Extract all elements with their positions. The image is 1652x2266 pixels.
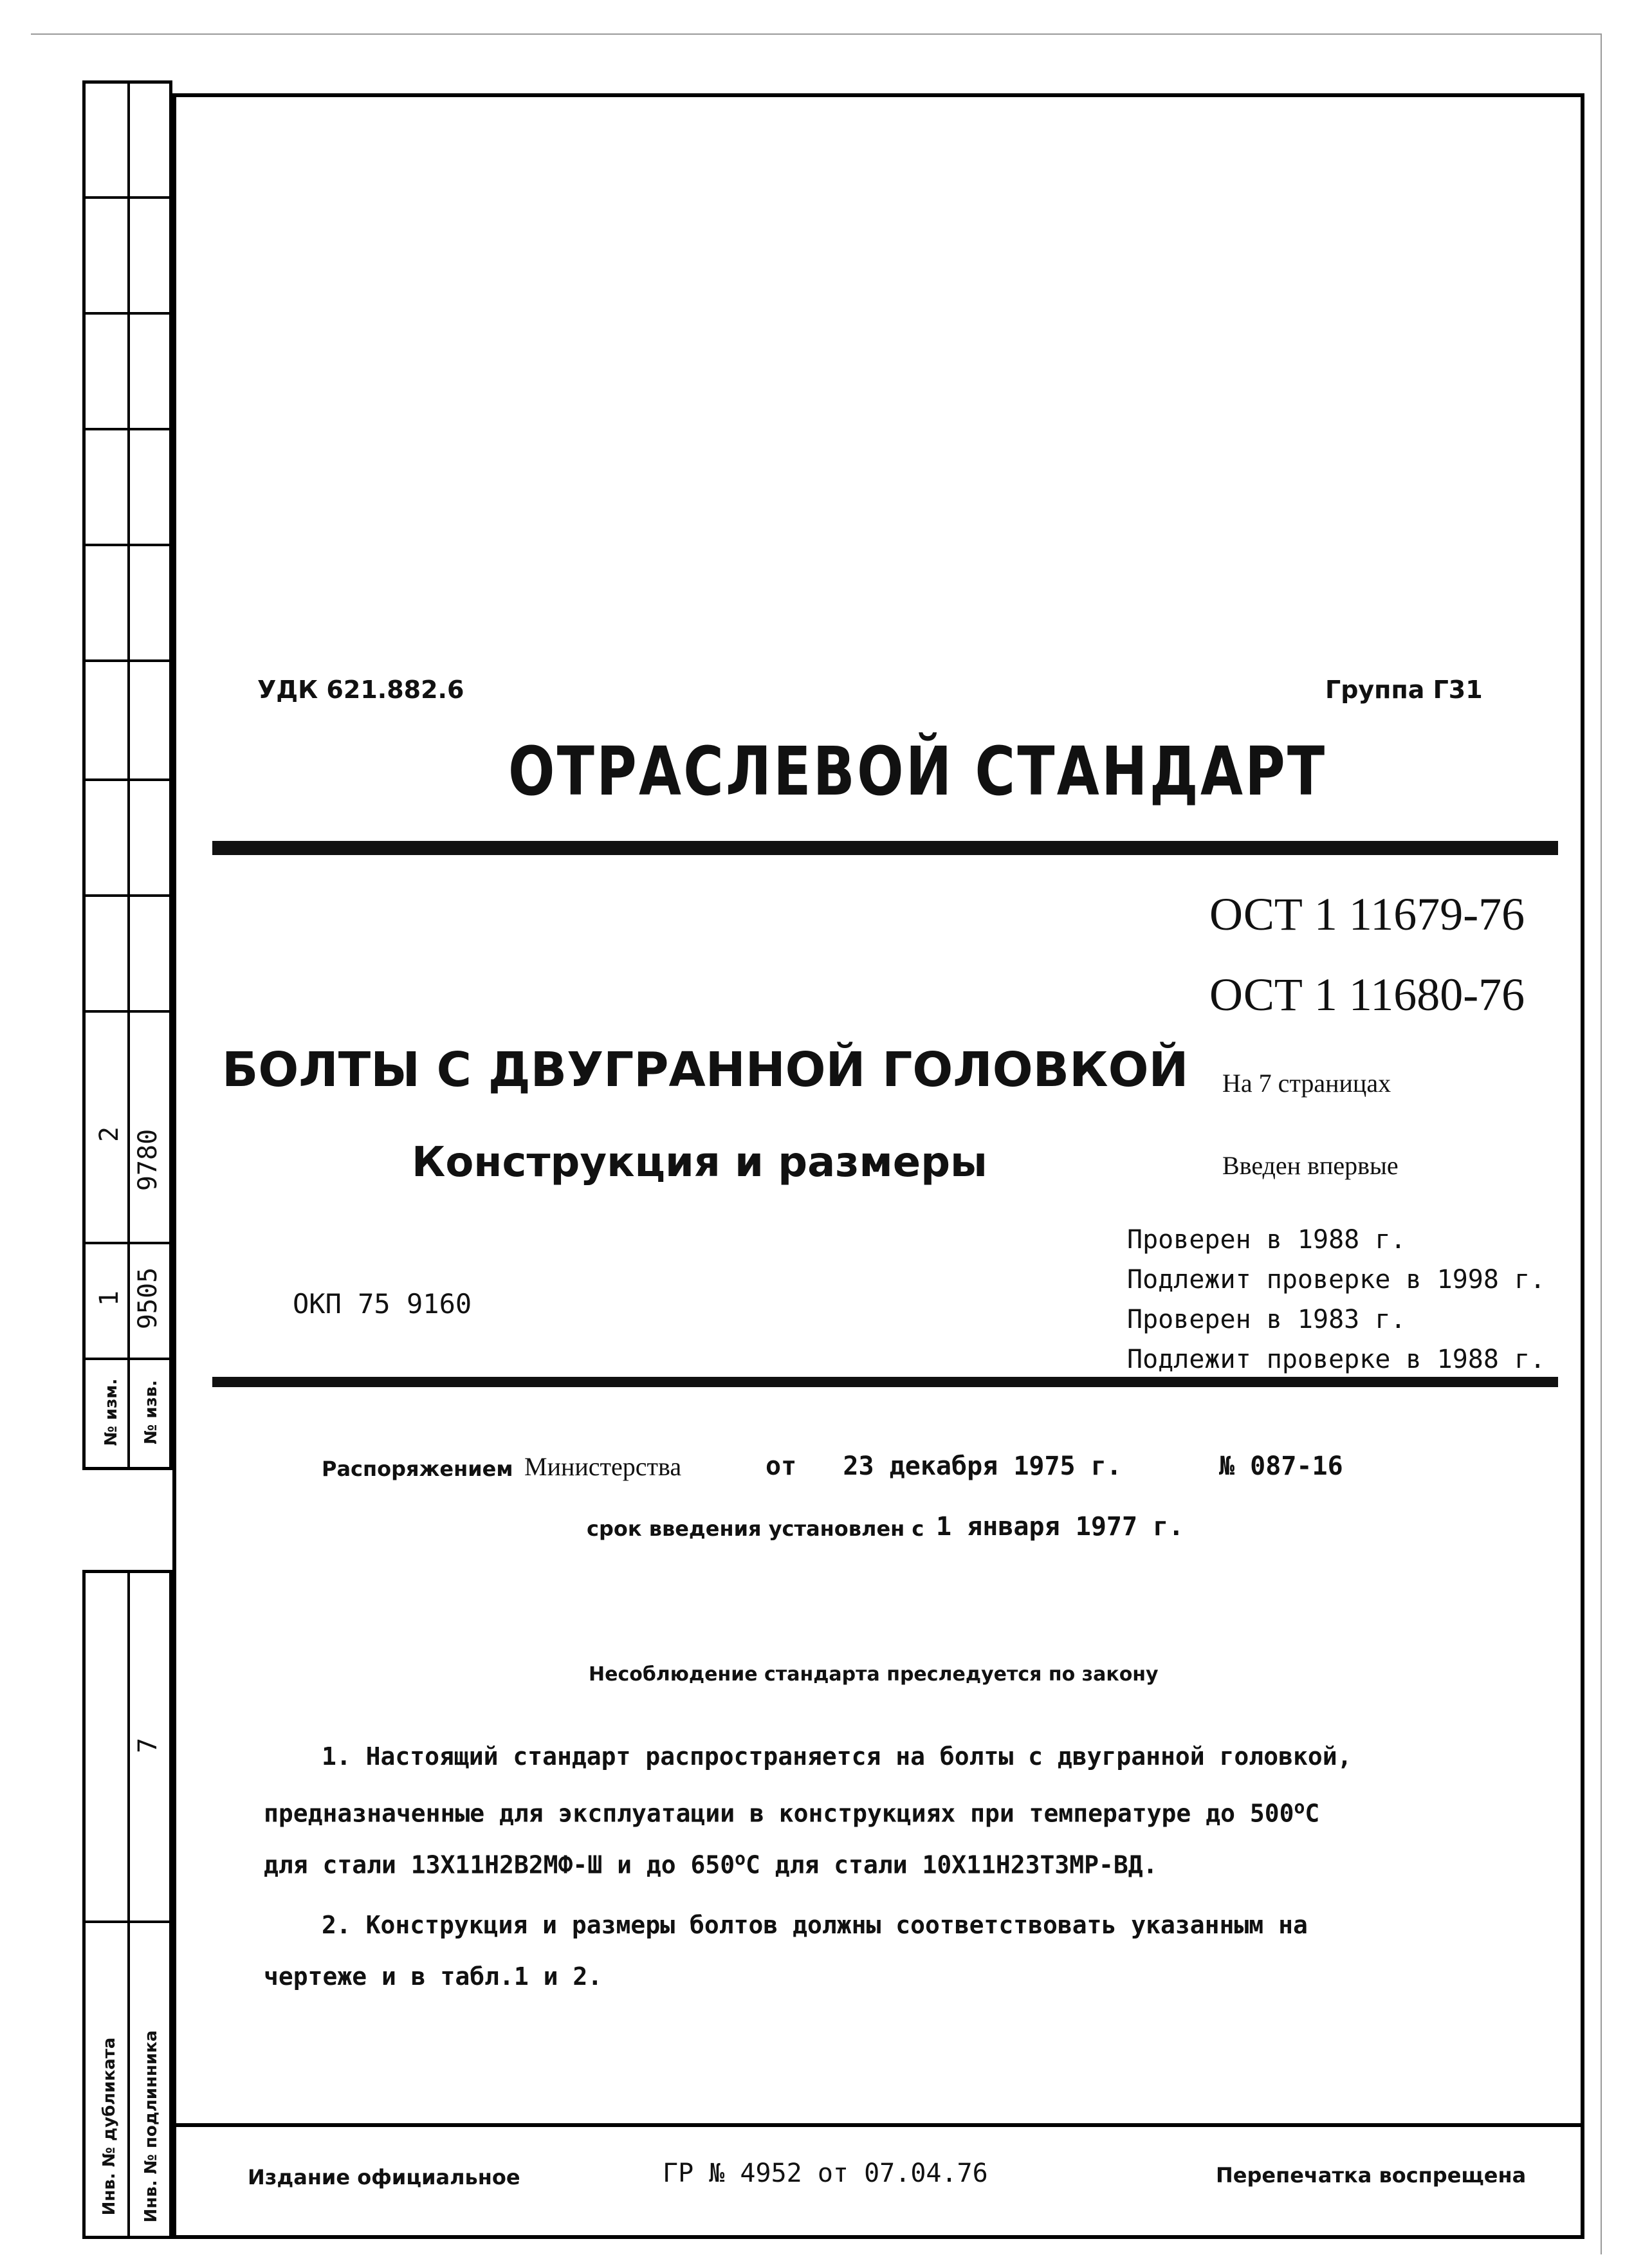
strip-line <box>82 778 172 781</box>
strip-line <box>82 659 172 662</box>
group-code: Группа Г31 <box>1325 676 1483 704</box>
order-date: от 23 декабря 1975 г. <box>766 1451 1122 1481</box>
check-note: Проверен в 1988 г. <box>1127 1225 1406 1255</box>
pages-count: На 7 страницах <box>1222 1069 1391 1098</box>
standard-number-1: ОСТ 1 11679-76 <box>1209 889 1525 940</box>
strip-line <box>82 1358 172 1360</box>
paragraph-1-line-2 <box>264 1796 1319 1828</box>
standard-number-2: ОСТ 1 11680-76 <box>1209 969 1525 1020</box>
strip-line <box>82 894 172 897</box>
inventory-strip-divider <box>127 1570 130 2239</box>
degree-sign: o <box>1294 1796 1305 1818</box>
strip-line <box>82 544 172 546</box>
check-note: Подлежит проверке в 1998 г. <box>1127 1265 1546 1294</box>
strip-line <box>82 1010 172 1013</box>
strip-line <box>82 196 172 199</box>
strip-line <box>82 312 172 315</box>
revision-strip-divider <box>127 80 130 1470</box>
document-name: БОЛТЫ С ДВУГРАННОЙ ГОЛОВКОЙ <box>222 1042 1189 1098</box>
strip-line <box>82 1921 172 1923</box>
change-no-1: 1 <box>95 1290 124 1307</box>
document-subtitle: Конструкция и размеры <box>412 1139 987 1186</box>
change-no-label: № изм. <box>102 1378 121 1446</box>
registration-number: ГР № 4952 от 07.04.76 <box>663 2159 988 2188</box>
top-heavy-rule <box>212 841 1558 855</box>
notice-no-2: 9780 <box>133 1128 163 1192</box>
p1-l3-text: для стали 13Х11Н2В2МФ-Ш и до 650 <box>264 1850 735 1879</box>
notice-no-1: 9505 <box>133 1267 163 1330</box>
term-label: срок введения установлен с <box>587 1516 924 1541</box>
inv-orig-label: Инв. № подлинника <box>142 2030 161 2223</box>
strip-line <box>82 428 172 430</box>
okp-code: ОКП 75 9160 <box>293 1288 472 1320</box>
introduced-note: Введен впервые <box>1222 1151 1399 1180</box>
p1-l2-text: предназначенные для эксплуатации в конструкциях при температуре до 500 <box>264 1799 1294 1828</box>
change-no-2: 2 <box>95 1126 124 1143</box>
footer-divider <box>172 2123 1584 2127</box>
page-title: ОТРАСЛЕВОЙ СТАНДАРТ <box>508 732 1327 811</box>
check-notes <box>1127 1220 1545 1379</box>
order-ministry: Министерства <box>524 1452 682 1481</box>
edition-note: Издание официальное <box>248 2165 520 2189</box>
inv-dup-label: Инв. № дубликата <box>100 2037 119 2216</box>
strip-line <box>82 1242 172 1244</box>
udk-code: УДК 621.882.6 <box>257 676 464 704</box>
p1-l3-tail: С для стали 10Х11Н23Т3МР-ВД. <box>745 1850 1158 1879</box>
order-label: Распоряжением <box>322 1457 513 1481</box>
warning-text: Несоблюдение стандарта преследуется по закону <box>589 1663 1159 1686</box>
term-date: 1 января 1977 г. <box>936 1512 1184 1542</box>
bottom-heavy-rule <box>212 1377 1558 1387</box>
paragraph-2-line-2: чертеже и в табл.1 и 2. <box>264 1962 603 1991</box>
dup-value: 7 <box>133 1737 163 1754</box>
degree-sign: o <box>735 1848 746 1869</box>
paragraph-1-line-1: 1. Настоящий стандарт распространяется на болты с двугранной головкой, <box>322 1742 1352 1771</box>
p1-l2-unit: C <box>1305 1799 1320 1828</box>
check-note: Проверен в 1983 г. <box>1127 1305 1406 1334</box>
check-note: Подлежит проверке в 1988 г. <box>1127 1345 1546 1374</box>
paragraph-2-line-1: 2. Конструкция и размеры болтов должны соответствовать указанным на <box>322 1911 1308 1939</box>
paragraph-1-line-3 <box>264 1848 1158 1879</box>
order-number: № 087-16 <box>1219 1451 1343 1481</box>
reprint-note: Перепечатка воспрещена <box>1216 2163 1527 2188</box>
notice-no-label: № изв. <box>142 1380 161 1444</box>
